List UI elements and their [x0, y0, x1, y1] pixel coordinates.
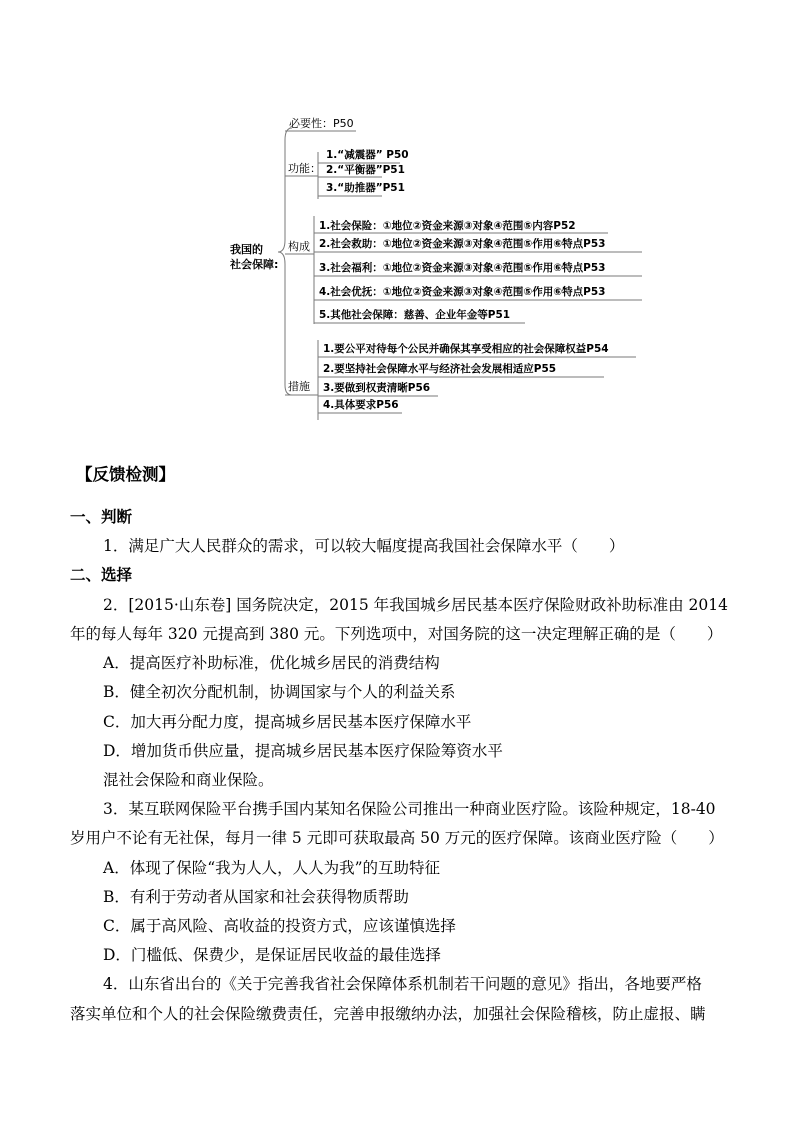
- part2-heading: 二、选择: [70, 566, 133, 584]
- question-4-line2: 落实单位和个人的社会保险缴费责任，完善申报缴纳办法，加强社会保险稽核，防止虚报、瞒: [70, 1005, 706, 1023]
- mindmap-measures-item: 1.要公平对待每个公民并确保其享受相应的社会保障权益P54: [323, 343, 609, 355]
- mindmap-function-item: 3.“助推器”P51: [326, 182, 405, 194]
- question-2-option-a: A．提高医疗补助标准，优化城乡居民的消费结构: [103, 654, 440, 672]
- question-3-option-d: D．门槛低、保费少，是保证居民收益的最佳选择: [103, 946, 441, 964]
- mind-map: [0, 0, 794, 430]
- question-2-line1: 2．[2015·山东卷] 国务院决定，2015 年我国城乡居民基本医疗保险财政补助标准由 2014: [103, 596, 729, 614]
- question-4-line1: 4．山东省出台的《关于完善我省社会保障体系机制若干问题的意见》指出，各地要严格: [103, 975, 702, 993]
- mindmap-function-item: 1.“减震器” P50: [326, 149, 409, 161]
- mindmap-measures-label: 措施: [288, 380, 310, 393]
- question-2-option-b: B．健全初次分配机制，协调国家与个人的利益关系: [103, 683, 456, 701]
- question-3-option-a: A．体现了保险“我为人人，人人为我”的互助特征: [103, 859, 441, 877]
- mindmap-necessity: 必要性：P50: [289, 117, 354, 130]
- mindmap-composition-label: 构成: [288, 240, 310, 253]
- part1-heading: 一、判断: [70, 508, 133, 526]
- question-3-line1: 3．某互联网保险平台携手国内某知名保险公司推出一种商业医疗险。该险种规定，18-40: [103, 800, 716, 818]
- mindmap-root-line2: 社会保障:: [230, 258, 279, 271]
- mindmap-function-label: 功能：: [288, 162, 321, 175]
- mindmap-composition-item: 5.其他社会保障：慈善、企业年金等P51: [319, 309, 511, 321]
- mindmap-measures-item: 2.要坚持社会保障水平与经济社会发展相适应P55: [323, 363, 557, 375]
- mindmap-measures-item: 4.具体要求P56: [323, 399, 399, 411]
- question-2-option-d: D．增加货币供应量，提高城乡居民基本医疗保险筹资水平: [103, 742, 503, 760]
- mindmap-composition-item: 1.社会保险：①地位②资金来源③对象④范围⑤内容P52: [319, 220, 576, 232]
- question-2-line2: 年的每人每年 320 元提高到 380 元。下列选项中，对国务院的这一决定理解正确的是（ ）: [70, 625, 723, 643]
- stray-line: 混社会保险和商业保险。: [103, 771, 274, 789]
- question-3-option-c: C．属于高风险、高收益的投资方式，应该谨慎选择: [103, 917, 456, 935]
- mindmap-root-line1: 我国的: [230, 243, 263, 256]
- question-2-option-c: C．加大再分配力度，提高城乡居民基本医疗保障水平: [103, 713, 472, 731]
- question-3-option-b: B．有利于劳动者从国家和社会获得物质帮助: [103, 888, 409, 906]
- mindmap-measures-item: 3.要做到权责清晰P56: [323, 382, 431, 394]
- mindmap-composition-item: 4.社会优抚：①地位②资金来源③对象④范围⑤作用⑥特点P53: [319, 286, 606, 298]
- mindmap-composition-item: 2.社会救助：①地位②资金来源③对象④范围⑤作用⑥特点P53: [319, 238, 606, 250]
- question-3-line2: 岁用户不论有无社保，每月一律 5 元即可获取最高 50 万元的医疗保障。该商业医疗险（ ）: [70, 829, 724, 847]
- mindmap-function-item: 2.“平衡器”P51: [326, 164, 405, 176]
- mindmap-composition-item: 3.社会福利：①地位②资金来源③对象④范围⑤作用⑥特点P53: [319, 262, 606, 274]
- question-1: 1．满足广大人民群众的需求，可以较大幅度提高我国社会保障水平（ ）: [103, 537, 625, 555]
- section-title: 【反馈检测】: [76, 465, 175, 484]
